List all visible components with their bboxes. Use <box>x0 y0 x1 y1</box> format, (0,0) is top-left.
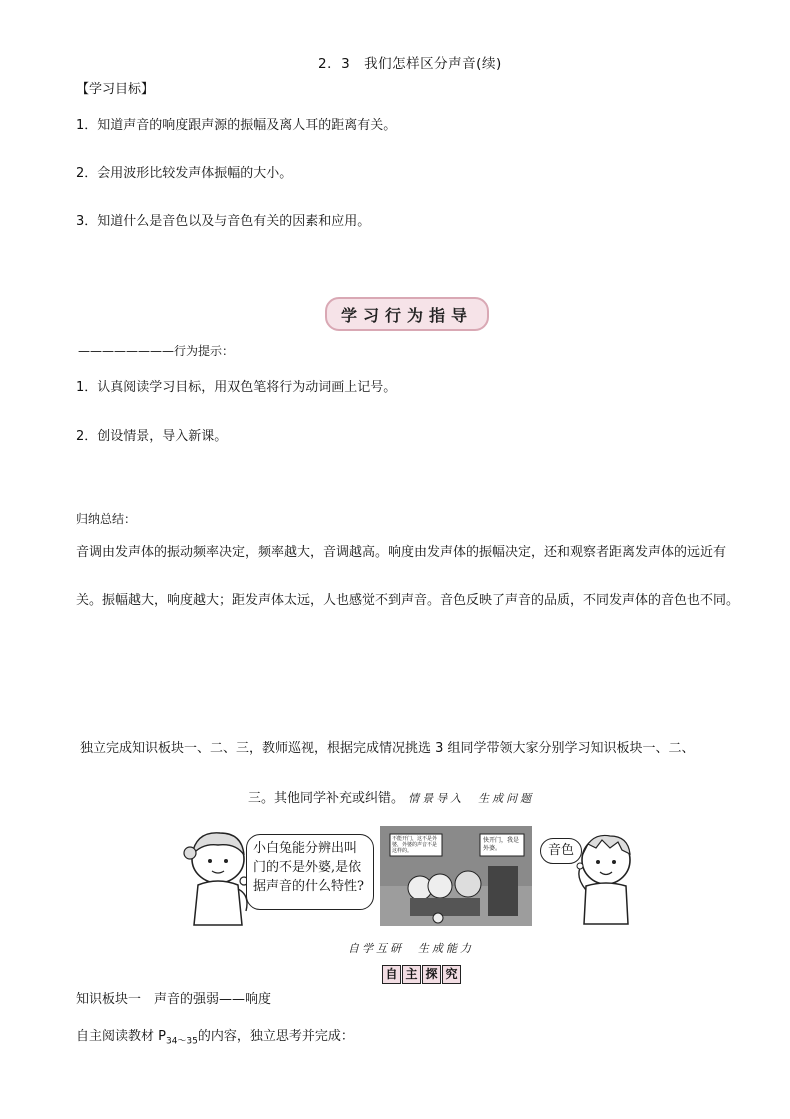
story-scene-image <box>380 826 532 926</box>
reading-prefix: 自主阅读教材 P <box>76 1029 166 1044</box>
girl-speech-bubble: 小白兔能分辨出叫门的不是外婆,是依据声音的什么特性? <box>246 834 374 910</box>
objective-item: 2．会用波形比较发声体振幅的大小。 <box>76 166 293 181</box>
objective-item: 1．知道声音的响度跟声源的振幅及离人耳的距离有关。 <box>76 118 397 133</box>
summary-text: 音调由发声体的振动频率决定，频率越大，音调越高。响度由发声体的振幅决定，还和观察者距离发声体的远近有关。振幅越大，响度越大；距发声体太远，人也感觉不到声音。音色反映了声音的品质，不同发声体的音色也不同。 <box>76 545 740 608</box>
page-title: 2．3 我们怎样区分声音(续) <box>318 56 502 72</box>
box-char: 究 <box>442 965 461 984</box>
reading-suffix: 的内容，独立思考并完成： <box>197 1029 354 1044</box>
hint-label: ————————行为提示： <box>78 344 235 358</box>
boy-speech-bubble: 音色 <box>540 838 582 864</box>
guidance-banner <box>325 297 489 331</box>
boy-illustration <box>570 828 638 928</box>
reading-instruction <box>76 1025 354 1047</box>
scene-bubble-right: 快开门，我是外婆。 <box>483 837 520 852</box>
box-char: 探 <box>422 965 441 984</box>
guidance-banner-text: 学习行为指导 <box>340 305 473 325</box>
guidance-item: 1．认真阅读学习目标，用双色笔将行为动词画上记号。 <box>76 380 397 395</box>
self-exploration-box <box>382 965 462 984</box>
guidance-item: 2．创设情景，导入新课。 <box>76 429 228 444</box>
reading-pages: 34～35 <box>165 1036 198 1047</box>
box-char: 主 <box>402 965 421 984</box>
section-tag: 自学互研 生成能力 <box>348 942 474 955</box>
objective-item: 3．知道什么是音色以及与音色有关的因素和应用。 <box>76 214 371 229</box>
task-line-2-text: 三。其他同学补充或纠错。 <box>248 791 405 806</box>
knowledge-module-1: 知识板块一 声音的强弱——响度 <box>76 992 272 1007</box>
situation-tag: 情景导入 生成问题 <box>408 792 535 805</box>
box-char: 自 <box>382 965 401 984</box>
summary-label: 归纳总结： <box>76 512 137 526</box>
objectives-heading: 【学习目标】 <box>76 82 155 97</box>
task-line-1: 独立完成知识板块一、二、三，教师巡视，根据完成情况挑选 3 组同学带领大家分别学习知识板块一、二、 <box>80 741 695 756</box>
scene-bubble-left: 不能开门，这不是外婆，外婆的声音不是这样的。 <box>392 836 438 854</box>
task-line-2 <box>248 787 534 806</box>
